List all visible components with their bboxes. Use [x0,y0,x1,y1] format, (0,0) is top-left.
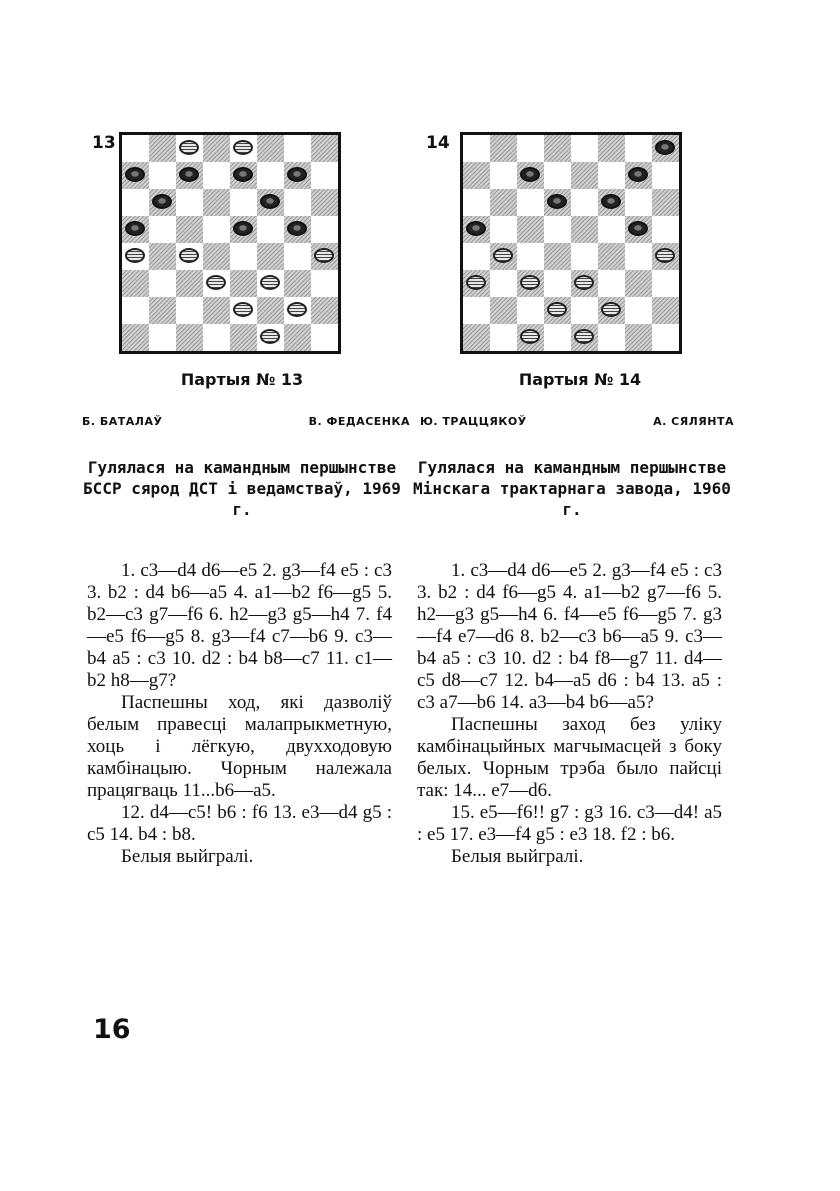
board-square-b7 [490,162,517,189]
board-square-g5 [284,216,311,243]
board-square-f5 [257,216,284,243]
board-square-h7 [311,162,338,189]
moves-paragraph: 12. d4—c5! b6 : f6 13. e3—d4 g5 : c5 14. b4 : b8. [87,802,392,845]
white-checker-icon [574,329,594,344]
white-checker-icon [233,140,253,155]
board-square-h3 [311,270,338,297]
moves-paragraph: 15. e5—f6!! g7 : g3 16. c3—d4! a5 : e5 17. e3—f4 g5 : e3 18. f2 : b6. [417,802,722,845]
board-square-d5 [544,216,571,243]
board-square-a4 [122,243,149,270]
board-square-b8 [149,135,176,162]
board-square-f6 [598,189,625,216]
board-square-f5 [598,216,625,243]
game-text [87,560,392,868]
board-square-h7 [652,162,679,189]
board-square-c7 [517,162,544,189]
board-square-c8 [517,135,544,162]
checkers-board [460,132,682,354]
board-square-e5 [230,216,257,243]
black-checker-icon [287,167,307,182]
board-square-c1 [517,324,544,351]
board-square-h6 [311,189,338,216]
board-square-a8 [122,135,149,162]
board-square-f8 [598,135,625,162]
board-square-d4 [544,243,571,270]
board-square-a6 [122,189,149,216]
board-square-d6 [203,189,230,216]
board-square-b2 [149,297,176,324]
board-square-e2 [230,297,257,324]
white-checker-icon [547,302,567,317]
game-title: Партыя № 13 [180,370,304,389]
board-square-c5 [176,216,203,243]
board-square-e6 [230,189,257,216]
board-square-a5 [122,216,149,243]
board-square-a3 [122,270,149,297]
board-square-f3 [598,270,625,297]
black-checker-icon [152,194,172,209]
board-square-h2 [652,297,679,324]
result-paragraph: Белыя выйгралі. [451,846,584,867]
board-square-f4 [257,243,284,270]
white-checker-icon [574,275,594,290]
board-square-h1 [652,324,679,351]
black-player: А. СЯЛЯНТА [653,415,734,428]
board-square-b4 [490,243,517,270]
board-square-b8 [490,135,517,162]
black-player: В. ФЕДАСЕНКА [308,415,410,428]
black-checker-icon [287,221,307,236]
black-checker-icon [601,194,621,209]
board-square-f4 [598,243,625,270]
white-checker-icon [179,248,199,263]
board-square-a2 [463,297,490,324]
white-checker-icon [520,329,540,344]
white-player: Ю. ТРАЦЦЯКОЎ [420,415,527,428]
board-square-d8 [544,135,571,162]
black-checker-icon [125,221,145,236]
black-checker-icon [260,194,280,209]
board-square-e8 [571,135,598,162]
board-square-b5 [490,216,517,243]
event-info: Гулялася на камандным першынстве БССР сярод ДСТ і ведамстваў, 1969 г. [83,458,401,519]
black-checker-icon [233,167,253,182]
board-square-f7 [257,162,284,189]
white-checker-icon [125,248,145,263]
black-checker-icon [466,221,486,236]
board-square-e7 [571,162,598,189]
white-checker-icon [520,275,540,290]
board-square-a7 [463,162,490,189]
board-square-e5 [571,216,598,243]
white-checker-icon [493,248,513,263]
board-square-a1 [122,324,149,351]
board-square-h5 [652,216,679,243]
board-square-d1 [203,324,230,351]
commentary-paragraph: Паспешны ход, які дазволіў белым правесці малапрыкметную, хоць і лёгкую, двухходовую камбінацыю. Чорным належала працягваць 11...b6—a5. [87,692,392,801]
board-square-d7 [203,162,230,189]
board-square-d4 [203,243,230,270]
board-square-b6 [490,189,517,216]
board-square-b3 [490,270,517,297]
board-square-g8 [625,135,652,162]
board-square-d3 [203,270,230,297]
board-square-h4 [652,243,679,270]
board-square-g7 [625,162,652,189]
board-square-g7 [284,162,311,189]
white-checker-icon [314,248,334,263]
board-square-a2 [122,297,149,324]
board-square-g1 [284,324,311,351]
board-square-b1 [149,324,176,351]
board-square-h5 [311,216,338,243]
board-square-c6 [176,189,203,216]
black-checker-icon [655,140,675,155]
board-square-h8 [652,135,679,162]
board-square-g2 [625,297,652,324]
board-square-g8 [284,135,311,162]
board-square-g6 [625,189,652,216]
board-square-e8 [230,135,257,162]
board-square-e4 [571,243,598,270]
board-square-d1 [544,324,571,351]
board-square-a1 [463,324,490,351]
board-square-c6 [517,189,544,216]
board-square-d5 [203,216,230,243]
board-square-a6 [463,189,490,216]
white-player: Б. БАТАЛАЎ [82,415,163,428]
board-square-h8 [311,135,338,162]
board-square-h6 [652,189,679,216]
board-square-e3 [230,270,257,297]
board-square-e1 [230,324,257,351]
black-checker-icon [628,221,648,236]
board-square-d2 [544,297,571,324]
diagram-number: 14 [426,133,450,153]
board-square-f1 [598,324,625,351]
board-square-f6 [257,189,284,216]
board-square-b5 [149,216,176,243]
board-square-e6 [571,189,598,216]
board-square-c4 [517,243,544,270]
black-checker-icon [125,167,145,182]
white-checker-icon [233,302,253,317]
board-square-f7 [598,162,625,189]
board-square-g4 [284,243,311,270]
board-square-a5 [463,216,490,243]
black-checker-icon [179,167,199,182]
white-checker-icon [206,275,226,290]
diagram-number: 13 [92,133,116,153]
white-checker-icon [179,140,199,155]
board-square-b1 [490,324,517,351]
white-checker-icon [655,248,675,263]
white-checker-icon [260,329,280,344]
board-square-d2 [203,297,230,324]
board-square-b7 [149,162,176,189]
board-square-b4 [149,243,176,270]
board-square-d3 [544,270,571,297]
board-square-h1 [311,324,338,351]
board-square-c2 [176,297,203,324]
board-square-f2 [257,297,284,324]
board-square-g4 [625,243,652,270]
board-square-f2 [598,297,625,324]
board-square-d8 [203,135,230,162]
board-square-c5 [517,216,544,243]
board-square-a7 [122,162,149,189]
board-square-c3 [517,270,544,297]
board-square-d6 [544,189,571,216]
board-square-f3 [257,270,284,297]
board-square-h4 [311,243,338,270]
board-square-h2 [311,297,338,324]
board-square-c1 [176,324,203,351]
moves-paragraph: 1. c3—d4 d6—e5 2. g3—f4 e5 : c3 3. b2 : d4 b6—a5 4. a1—b2 f6—g5 5. b2—c3 g7—f6 6. h2—g3 g5—h4 7. f4—e5 f6—g5 8. g3—f4 c7—b6 9. c3—b4 a5 : c3 10. d2 : b4 b8—c7 11. c1—b2 h8—g7? [87,560,392,691]
black-checker-icon [520,167,540,182]
board-square-c2 [517,297,544,324]
moves-paragraph: 1. c3—d4 d6—e5 2. g3—f4 e5 : c3 3. b2 : d4 f6—g5 4. a1—b2 g7—f6 5. h2—g3 g5—h4 6. f4—e5 f6—g5 7. g3—f4 e7—d6 8. b2—c3 b6—a5 9. c3—b4 a5 : c3 10. d2 : b4 f8—g7 11. d4—c5 d8—c7 12. b4—a5 d6 : b4 13. a5 : c3 a7—b6 14. a3—b4 b6—a5? [417,560,722,713]
board-square-b2 [490,297,517,324]
board-square-f8 [257,135,284,162]
board-square-e4 [230,243,257,270]
event-info: Гулялася на камандным першынстве Мінскага трактарнага завода, 1960 г. [413,458,731,519]
game-title: Партыя № 14 [518,370,642,389]
checkers-board [119,132,341,354]
white-checker-icon [260,275,280,290]
board-square-g1 [625,324,652,351]
board-square-h3 [652,270,679,297]
board-square-a4 [463,243,490,270]
black-checker-icon [628,167,648,182]
board-square-e1 [571,324,598,351]
commentary-paragraph: Паспешны заход без уліку камбінацыйных магчымасцей з боку белых. Чорным трэба было пайсці так: 14... e7—d6. [417,714,722,801]
white-checker-icon [601,302,621,317]
board-square-g6 [284,189,311,216]
board-square-c8 [176,135,203,162]
black-checker-icon [233,221,253,236]
board-square-d7 [544,162,571,189]
board-square-g3 [284,270,311,297]
white-checker-icon [287,302,307,317]
board-square-e2 [571,297,598,324]
white-checker-icon [466,275,486,290]
board-square-f1 [257,324,284,351]
board-square-b6 [149,189,176,216]
result-paragraph: Белыя выйгралі. [121,846,254,867]
board-square-c3 [176,270,203,297]
board-square-e7 [230,162,257,189]
board-square-g5 [625,216,652,243]
board-square-g3 [625,270,652,297]
board-square-a8 [463,135,490,162]
game-text [417,560,722,868]
board-square-b3 [149,270,176,297]
board-square-c7 [176,162,203,189]
board-square-e3 [571,270,598,297]
black-checker-icon [547,194,567,209]
board-square-c4 [176,243,203,270]
page-number: 16 [93,1014,131,1045]
board-square-a3 [463,270,490,297]
board-square-g2 [284,297,311,324]
